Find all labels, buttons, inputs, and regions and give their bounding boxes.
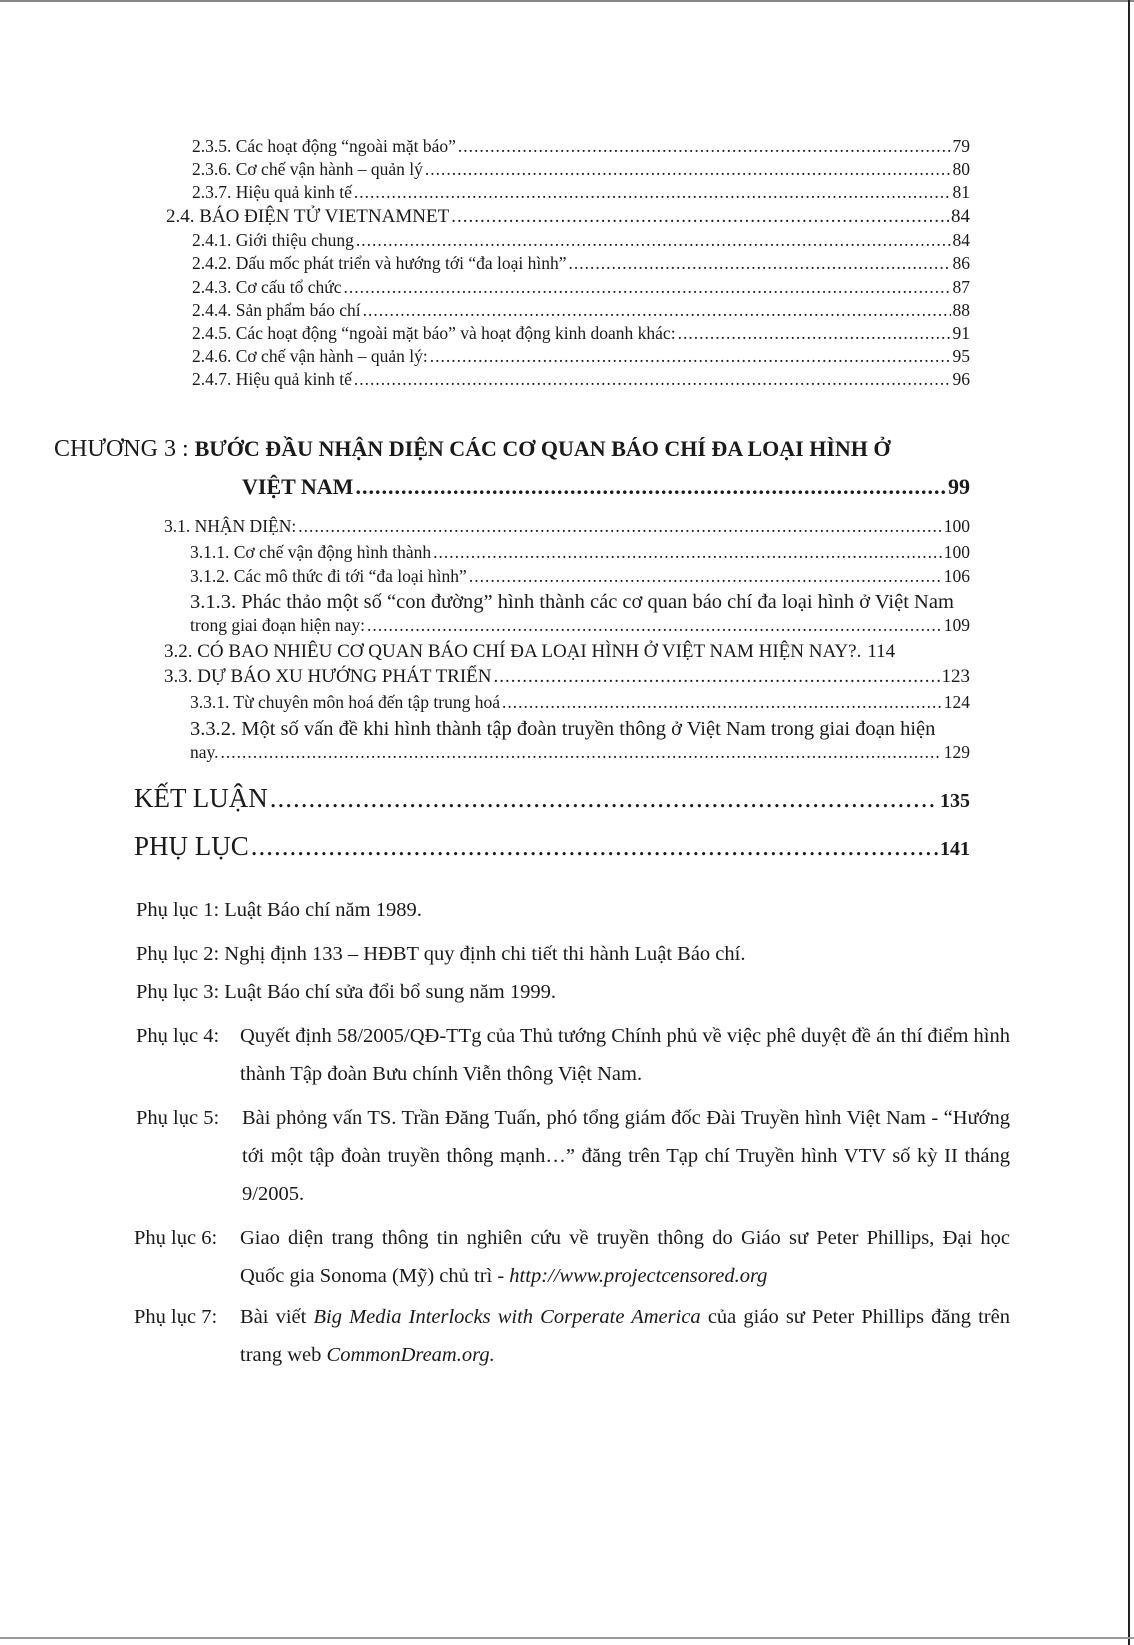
toc-entry: 2.4.3. Cơ cấu tổ chức ..... 87 xyxy=(192,277,970,298)
appendix-label: Phụ lục 1: xyxy=(136,899,220,921)
toc-entry: nay. ..... 129 xyxy=(190,742,970,763)
toc-appendix: PHỤ LỤC ..... 141 xyxy=(134,831,970,862)
toc-entry: 2.4.7. Hiệu quả kinh tế ..... 96 xyxy=(192,369,970,390)
appendix-item: Phụ lục 6: Giao diện trang thông tin nghiên cứu về truyền thông do Giáo sư Peter Phillips, Đại học Quốc gia Sonoma (Mỹ) chủ trì - http://www.projectcensored.org xyxy=(134,1220,1010,1296)
chapter-label: CHƯƠNG 3 : xyxy=(54,436,189,462)
toc-entry: trong giai đoạn hiện nay: ..... 109 xyxy=(190,615,970,636)
appendix-label: Phụ lục 7: xyxy=(134,1306,218,1328)
toc-entry: 2.3.5. Các hoạt động “ngoài mặt báo” ..... 79 xyxy=(192,136,970,157)
toc-entry: 2.3.6. Cơ chế vận hành – quản lý ..... 80 xyxy=(192,159,970,180)
article-title: Big Media Interlocks with Corperate America xyxy=(313,1306,701,1328)
toc-entry: 2.4.2. Dấu mốc phát triển và hướng tới “đa loại hình” ..... 86 xyxy=(192,253,970,274)
appendix-item: Phụ lục 5: Bài phỏng vấn TS. Trần Đăng Tuấn, phó tổng giám đốc Đài Truyền hình Việt Nam - “Hướng tới một tập đoàn truyền thông mạnh…” đăng trên Tạp chí Truyền hình VTV số kỳ II tháng 9/2005. xyxy=(136,1100,1010,1214)
appendix-item: Phụ lục 7: Bài viết Big Media Interlocks with Corperate America của giáo sư Peter Phillips đăng trên trang web CommonDream.org. xyxy=(134,1299,1010,1375)
toc-section-entry: 3.1. NHẬN DIỆN: ..... 100 xyxy=(164,516,970,537)
appendix-item: Phụ lục 2: Nghị định 133 – HĐBT quy định chi tiết thi hành Luật Báo chí. xyxy=(136,943,746,965)
toc-entry: 3.1.2. Các mô thức đi tới “đa loại hình” ..... 106 xyxy=(190,566,970,587)
toc-entry: 2.4.4. Sản phẩm báo chí ..... 88 xyxy=(192,300,970,321)
appendix-label: Phụ lục 4: xyxy=(136,1025,220,1047)
appendix-item: Phụ lục 4: Quyết định 58/2005/QĐ-TTg của Thủ tướng Chính phủ về việc phê duyệt đề án thí điểm hình thành Tập đoàn Bưu chính Viễn thông Việt Nam. xyxy=(136,1018,1010,1094)
toc-conclusion: KẾT LUẬN ..... 135 xyxy=(134,783,970,814)
appendix-item: Phụ lục 3: Luật Báo chí sửa đổi bổ sung năm 1999. xyxy=(136,981,556,1003)
scan-bottom-edge xyxy=(0,1637,1134,1639)
toc-entry: 3.1.1. Cơ chế vận động hình thành ..... 100 xyxy=(190,542,970,563)
appendix-link[interactable]: http://www.projectcensored.org xyxy=(509,1264,768,1287)
toc-section-entry: 2.4. BÁO ĐIỆN TỬ VIETNAMNET ..... 84 xyxy=(166,206,970,228)
appendix-label: Phụ lục 2: xyxy=(136,943,220,965)
scan-top-edge xyxy=(0,0,1134,2)
toc-entry: 2.4.1. Giới thiệu chung ..... 84 xyxy=(192,230,970,251)
appendix-label: Phụ lục 5: xyxy=(136,1107,220,1129)
appendix-label: Phụ lục 6: xyxy=(134,1227,218,1249)
toc-entry-line1: 3.1.3. Phác thảo một số “con đường” hình thành các cơ quan báo chí đa loại hình ở Việt Nam xyxy=(190,591,954,613)
chapter-title: BƯỚC ĐẦU NHẬN DIỆN CÁC CƠ QUAN BÁO CHÍ ĐA LOẠI HÌNH Ở xyxy=(194,436,891,461)
scan-right-edge xyxy=(1128,0,1130,1645)
toc-entry-line1: 3.3.2. Một số vấn đề khi hình thành tập đoàn truyền thông ở Việt Nam trong giai đoạn hiện xyxy=(190,718,936,740)
toc-entry: 3.3.1. Từ chuyên môn hoá đến tập trung hoá ..... 124 xyxy=(190,692,970,713)
toc-entry: 2.4.6. Cơ chế vận hành – quản lý: ..... 95 xyxy=(192,346,970,367)
appendix-item: Phụ lục 1: Luật Báo chí năm 1989. xyxy=(136,899,422,921)
chapter-title-line2: VIỆT NAM ..... 99 xyxy=(242,474,970,500)
appendix-label: Phụ lục 3: xyxy=(136,981,220,1003)
toc-entry: 2.3.7. Hiệu quả kinh tế ..... 81 xyxy=(192,182,970,203)
website-name: CommonDream.org. xyxy=(326,1343,495,1366)
toc-section-entry: 3.2. CÓ BAO NHIÊU CƠ QUAN BÁO CHÍ ĐA LOẠI HÌNH Ở VIỆT NAM HIỆN NAY?. 114 xyxy=(164,641,896,662)
toc-entry: 2.4.5. Các hoạt động “ngoài mặt báo” và hoạt động kinh doanh khác: ..... 91 xyxy=(192,323,970,344)
chapter-3-heading xyxy=(54,436,891,463)
toc-section-entry: 3.3. DỰ BÁO XU HƯỚNG PHÁT TRIỂN ..... 123 xyxy=(164,666,970,688)
